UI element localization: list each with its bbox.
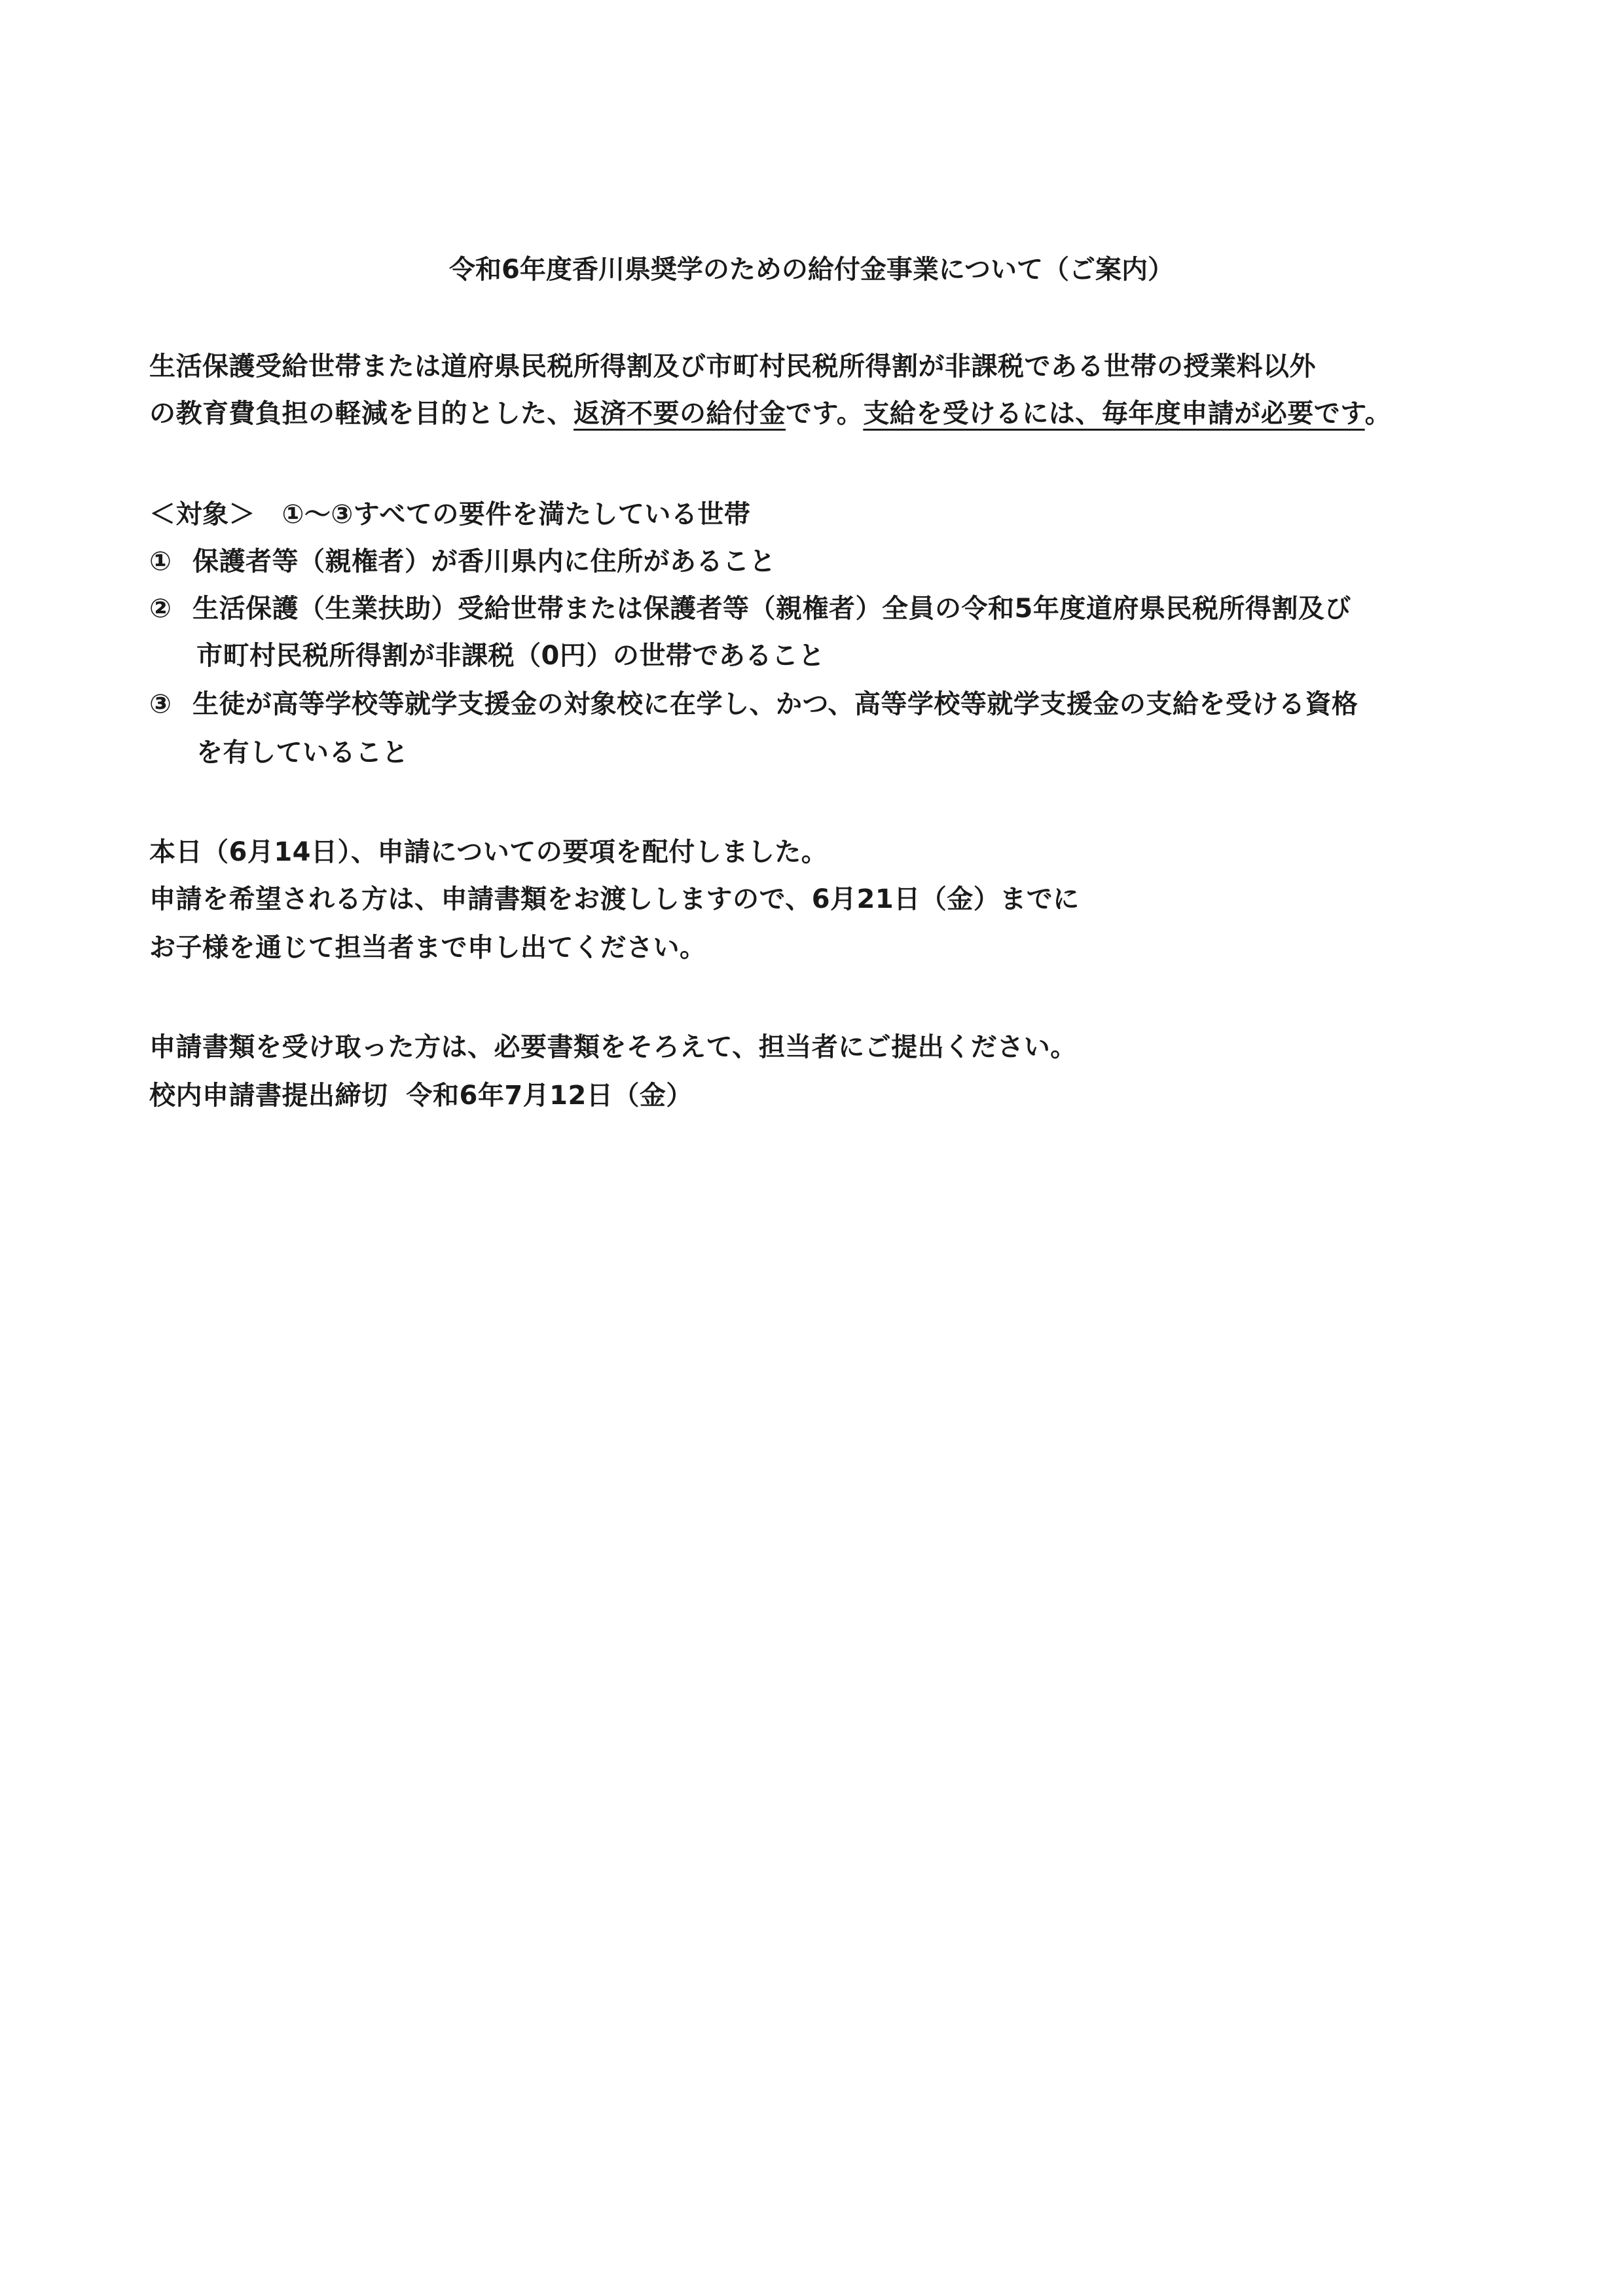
target-item-1 [149,548,776,575]
target-item-2-continued: 市町村民税所得割が非課税（0円）の世帯であること [196,641,825,671]
item-marker: ② [149,594,172,624]
intro-line-2 [149,401,1391,427]
deadline-label: 校内申請書提出締切 [149,1081,388,1111]
target-heading: ＜対象＞ ①～③すべての要件を満たしている世帯 [149,499,751,529]
document-title: 令和6年度香川県奨学のための給付金事業について（ご案内） [448,255,1175,285]
intro-line-2-mid: です。 [786,399,864,429]
notice-line-3: お子様を通じて担当者まで申し出てください。 [149,933,706,963]
item-marker: ① [149,547,172,577]
notice-line-2: 申請を希望される方は、申請書類をお渡ししますので、6月21日（金）までに [149,884,1080,914]
deadline-date: 令和6年7月12日（金） [406,1081,693,1111]
intro-line-2-text: の教育費負担の軽減を目的とした、 [149,399,574,429]
item-text: 生活保護（生業扶助）受給世帯または保護者等（親権者）全員の令和5年度道府県民税所得割及び [192,594,1351,624]
intro-line-1: 生活保護受給世帯または道府県民税所得割及び市町村民税所得割が非課税である世帯の授業料以外 [149,351,1316,382]
annual-application-emphasis: 支給を受けるには、毎年度申請が必要です [863,399,1365,429]
intro-line-2-end: 。 [1364,399,1392,429]
item-marker: ③ [149,689,172,719]
target-item-3-continued: を有していること [196,738,409,768]
no-repayment-emphasis: 返済不要の給付金 [574,399,786,429]
target-item-3 [149,691,1358,717]
target-item-2 [149,596,1351,622]
submission-line-1: 申請書類を受け取った方は、必要書類をそろえて、担当者にご提出ください。 [149,1032,1077,1062]
deadline-line [149,1083,693,1109]
item-text: 生徒が高等学校等就学支援金の対象校に在学し、かつ、高等学校等就学支援金の支給を受ける資格 [192,689,1359,719]
item-text: 保護者等（親権者）が香川県内に住所があること [192,547,776,577]
notice-line-1: 本日（6月14日）、申請についての要項を配付しました。 [149,837,828,867]
